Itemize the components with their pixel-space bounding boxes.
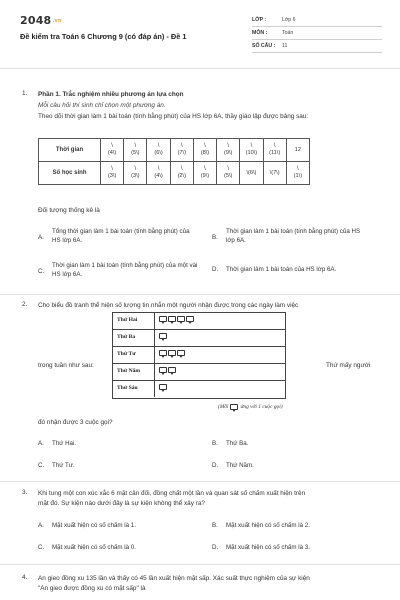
row-header: Số học sinh: [39, 162, 101, 185]
meta-label: MÔN :: [252, 30, 268, 36]
pictogram-icons: [159, 316, 195, 326]
site-logo[interactable]: [20, 14, 62, 27]
message-icon: [168, 350, 176, 356]
message-icon: [159, 350, 167, 356]
question-prompt: Đối tượng thống kê là: [38, 207, 100, 214]
message-icon: [230, 404, 238, 410]
meta-row-count: [252, 40, 382, 53]
question-number: 4.: [22, 574, 28, 581]
row-header: Thời gian: [39, 139, 101, 162]
meta-label: SỐ CÂU :: [252, 43, 276, 49]
message-icon: [159, 316, 167, 322]
table-cell: \ (9\): [217, 139, 240, 162]
message-icon: [159, 367, 167, 373]
divider: [0, 294, 400, 295]
pictogram-day: Thứ Năm: [113, 364, 155, 380]
instruction-text: Mỗi câu hỏi thí sinh chỉ chọn một phương án.: [38, 102, 166, 109]
pictogram-row: [113, 330, 285, 347]
table-cell: \(7\): [263, 162, 286, 185]
meta-label: LỚP :: [252, 17, 267, 23]
question-number: 1.: [22, 90, 28, 97]
table-cell: 12: [286, 139, 309, 162]
table-cell: \ (3\): [101, 162, 124, 185]
question-stem: Theo dõi thời gian làm 1 bài toán (tính bằng phút) của HS lớp 6A, thầy giáo lập được bảng sau:: [38, 113, 309, 120]
table-cell: \ (8\): [193, 139, 216, 162]
meta-value: Lớp 6: [282, 17, 296, 23]
pictogram-day: Thứ Sáu: [113, 381, 155, 397]
question-stem-right: Thứ mấy người: [326, 362, 371, 369]
document-title: Đề kiểm tra Toán 6 Chương 9 (có đáp án) - Đề 1: [20, 32, 187, 41]
meta-value: 11: [282, 43, 288, 49]
pictogram-chart: [112, 312, 286, 399]
message-icon: [168, 367, 176, 373]
table-cell: \ (10\): [240, 139, 263, 162]
pictogram-icons: [159, 350, 186, 360]
message-icon: [168, 316, 176, 322]
table-cell: \ (5\): [217, 162, 240, 185]
pictogram-day: Thứ Ba: [113, 330, 155, 346]
frequency-table: [38, 138, 310, 185]
table-cell: \ (7\): [170, 139, 193, 162]
pictogram-row: [113, 381, 285, 398]
table-cell: \ (9\): [193, 162, 216, 185]
pictogram-row: [113, 364, 285, 381]
question-stem: mặt đó. Sự kiện nào dưới đây là sự kiện không thể xảy ra?: [38, 500, 205, 507]
message-icon: [159, 333, 167, 339]
pictogram-icons: [159, 367, 177, 377]
divider: [0, 564, 400, 565]
table-cell: \ (6\): [147, 139, 170, 162]
divider: [0, 68, 400, 69]
message-icon: [186, 316, 194, 322]
question-number: 3.: [22, 489, 28, 496]
question-number: 2.: [22, 301, 28, 308]
question-prompt: đó nhận được 3 cuộc gọi?: [38, 419, 113, 426]
meta-row-subject: [252, 27, 382, 40]
message-icon: [177, 316, 185, 322]
pictogram-icons: [159, 333, 168, 343]
table-cell: \(6\): [240, 162, 263, 185]
message-icon: [159, 384, 167, 390]
meta-value: Toán: [282, 30, 294, 36]
table-cell: \ (11\): [263, 139, 286, 162]
question-stem: Cho biểu đồ tranh thể hiện số lượng tin nhắn một người nhận được trong các ngày làm việc: [38, 302, 299, 309]
question-stem: An gieo đồng xu 135 lần và thấy có 45 lần xuất hiện mặt sấp. Xác suất thực nghiệm của sự kiện: [38, 575, 310, 582]
question-stem: Khi tung một con xúc xắc 6 mặt cân đối, đồng chất một lần và quan sát số chấm xuất hiện trên: [38, 490, 306, 497]
part-heading: Phần 1. Trắc nghiệm nhiều phương án lựa chọn: [38, 91, 184, 98]
document-header: [0, 0, 400, 66]
document-meta: [252, 14, 382, 53]
table-row: [39, 162, 310, 185]
pictogram-legend: (Mỗi ứng với 1 cuộc gọi): [218, 404, 283, 410]
table-cell: \ (5\): [124, 139, 147, 162]
table-row: [39, 139, 310, 162]
logo-text: 2048: [20, 14, 52, 27]
message-icon: [177, 350, 185, 356]
pictogram-day: Thứ Hai: [113, 313, 155, 329]
logo-suffix: .vn: [52, 18, 62, 24]
table-cell: \ (2\): [170, 162, 193, 185]
question-stem-left: trong tuần như sau:: [38, 362, 94, 369]
table-cell: \ (3\): [124, 162, 147, 185]
table-cell: \ (4\): [147, 162, 170, 185]
pictogram-row: [113, 313, 285, 330]
table-cell: \ (1\): [286, 162, 309, 185]
table-cell: \ (4\): [101, 139, 124, 162]
pictogram-row: [113, 347, 285, 364]
question-stem: "An gieo được đồng xu có mặt sấp" là: [38, 585, 146, 592]
divider: [0, 481, 400, 482]
pictogram-icons: [159, 384, 168, 394]
pictogram-day: Thứ Tư: [113, 347, 155, 363]
meta-row-class: [252, 14, 382, 27]
